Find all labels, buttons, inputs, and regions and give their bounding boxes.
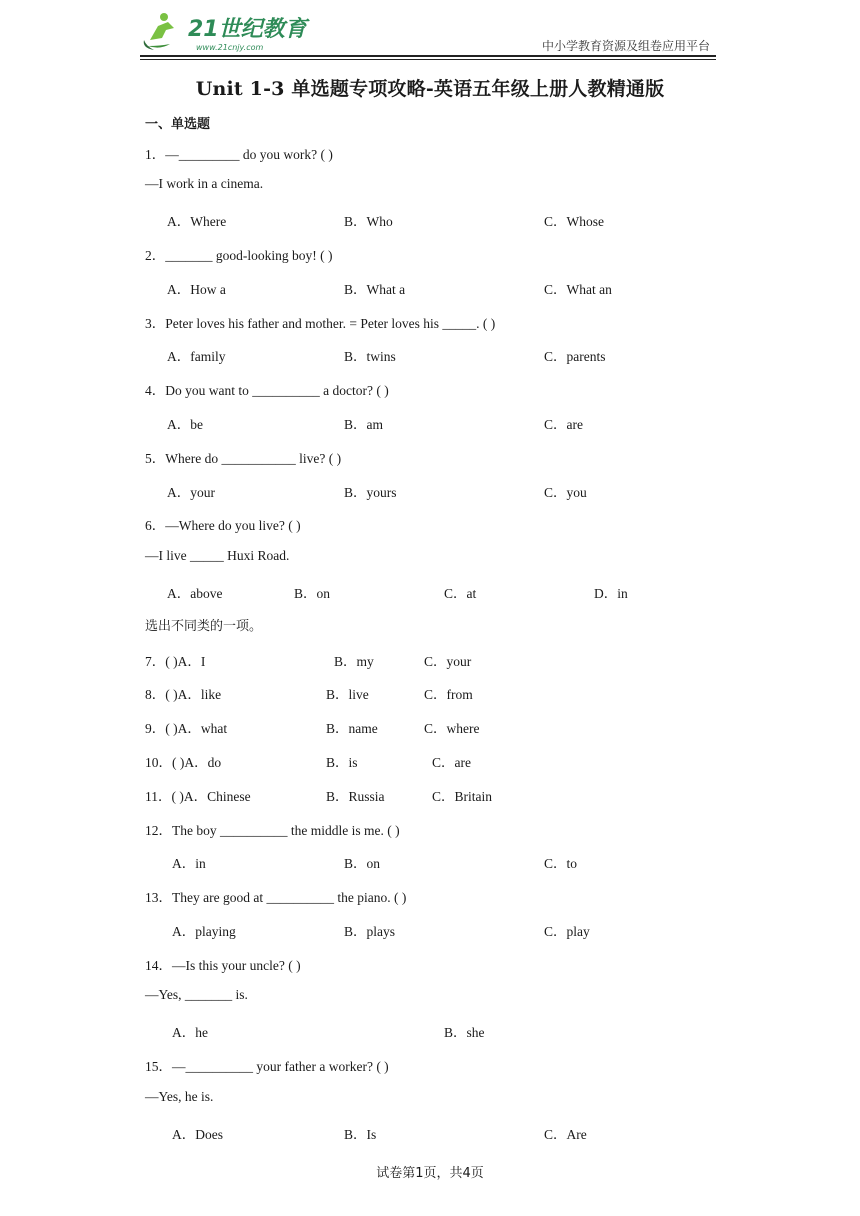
q2-option-a[interactable]: A．How a [167,282,226,297]
q2-option-b[interactable]: B．What a [344,282,406,297]
question-6-reply: —I live _____ Huxi Road. [145,548,290,563]
q14-option-b[interactable]: B．she [444,1025,485,1040]
page-footer: 试卷第1页，共4页 [376,1166,484,1181]
q7-option-c[interactable]: C．your [424,654,472,669]
question-12: 12．The boy __________ the middle is me. ( ) [145,823,400,838]
q4-option-c[interactable]: C．are [544,417,583,432]
q13-option-a[interactable]: A．playing [172,924,236,939]
page-header [140,8,716,56]
q4-option-b[interactable]: B．am [344,417,383,432]
q13-option-b[interactable]: B．plays [344,924,396,939]
q10-option-b[interactable]: B．is [326,755,358,770]
q6-option-b[interactable]: B．on [294,586,331,601]
question-14-reply: —Yes, _______ is. [145,987,248,1002]
q7-option-b[interactable]: B．my [334,654,374,669]
q8-option-b[interactable]: B．live [326,687,369,702]
q9-option-c[interactable]: C．where [424,721,480,736]
q12-option-c[interactable]: C．to [544,856,578,871]
question-13: 13．They are good at __________ the piano. ( ) [145,890,407,905]
question-4: 4．Do you want to __________ a doctor? ( ) [145,383,389,398]
q5-option-b[interactable]: B．yours [344,485,397,500]
question-14: 14．—Is this your uncle? ( ) [145,958,301,973]
q3-option-b[interactable]: B．twins [344,349,396,364]
question-15: 15．—__________ your father a worker? ( ) [145,1059,389,1074]
q5-option-a[interactable]: A．your [167,485,215,500]
q5-option-c[interactable]: C．you [544,485,587,500]
question-1: 1．—_________ do you work? ( ) [145,147,333,162]
q15-option-a[interactable]: A．Does [172,1127,223,1142]
q8-option-c[interactable]: C．from [424,687,473,702]
q3-option-c[interactable]: C．parents [544,349,606,364]
question-5: 5．Where do ___________ live? ( ) [145,451,342,466]
group-instruction: 选出不同类的一项。 [145,619,263,634]
question-2: 2．_______ good-looking boy! ( ) [145,248,333,263]
q2-option-c[interactable]: C．What an [544,282,612,297]
question-1-reply: —I work in a cinema. [145,176,264,191]
q11-option-b[interactable]: B．Russia [326,789,385,804]
logo-21cnjy [140,10,315,54]
q1-option-b[interactable]: B．Who [344,214,393,229]
header-rule [140,55,716,57]
q3-option-a[interactable]: A．family [167,349,226,364]
q1-option-a[interactable]: A．Where [167,214,227,229]
q10-option-c[interactable]: C．are [432,755,471,770]
header-rule-thin [140,59,716,60]
question-10[interactable]: 10．( )A．do [145,755,222,770]
question-15-reply: —Yes, he is. [145,1089,214,1104]
q15-option-c[interactable]: C．Are [544,1127,587,1142]
question-8[interactable]: 8．( )A．like [145,687,222,702]
q15-option-b[interactable]: B．Is [344,1127,377,1142]
question-11[interactable]: 11．( )A．Chinese [145,789,251,804]
q4-option-a[interactable]: A．be [167,417,203,432]
question-9[interactable]: 9．( )A．what [145,721,228,736]
platform-name: 中小学教育资源及组卷应用平台 [541,39,710,53]
q1-option-c[interactable]: C．Whose [544,214,604,229]
q14-option-a[interactable]: A．he [172,1025,208,1040]
page-title: Unit 1-3 单选题专项攻略-英语五年级上册人教精通版 [195,78,665,100]
q12-option-a[interactable]: A．in [172,856,206,871]
q11-option-c[interactable]: C．Britain [432,789,492,804]
question-7[interactable]: 7．( )A．I [145,654,206,669]
q13-option-c[interactable]: C．play [544,924,590,939]
q6-option-d[interactable]: D．in [594,586,628,601]
question-6: 6．—Where do you live? ( ) [145,518,301,533]
svg-text:www.21cnjy.com: www.21cnjy.com [196,43,264,52]
section-heading: 一、单选题 [145,117,211,132]
q9-option-b[interactable]: B．name [326,721,378,736]
q12-option-b[interactable]: B．on [344,856,381,871]
svg-text:21世纪教育: 21世纪教育 [188,17,307,42]
question-3: 3．Peter loves his father and mother. = Peter loves his _____. ( ) [145,316,496,331]
q6-option-c[interactable]: C．at [444,586,477,601]
q6-option-a[interactable]: A．above [167,586,223,601]
